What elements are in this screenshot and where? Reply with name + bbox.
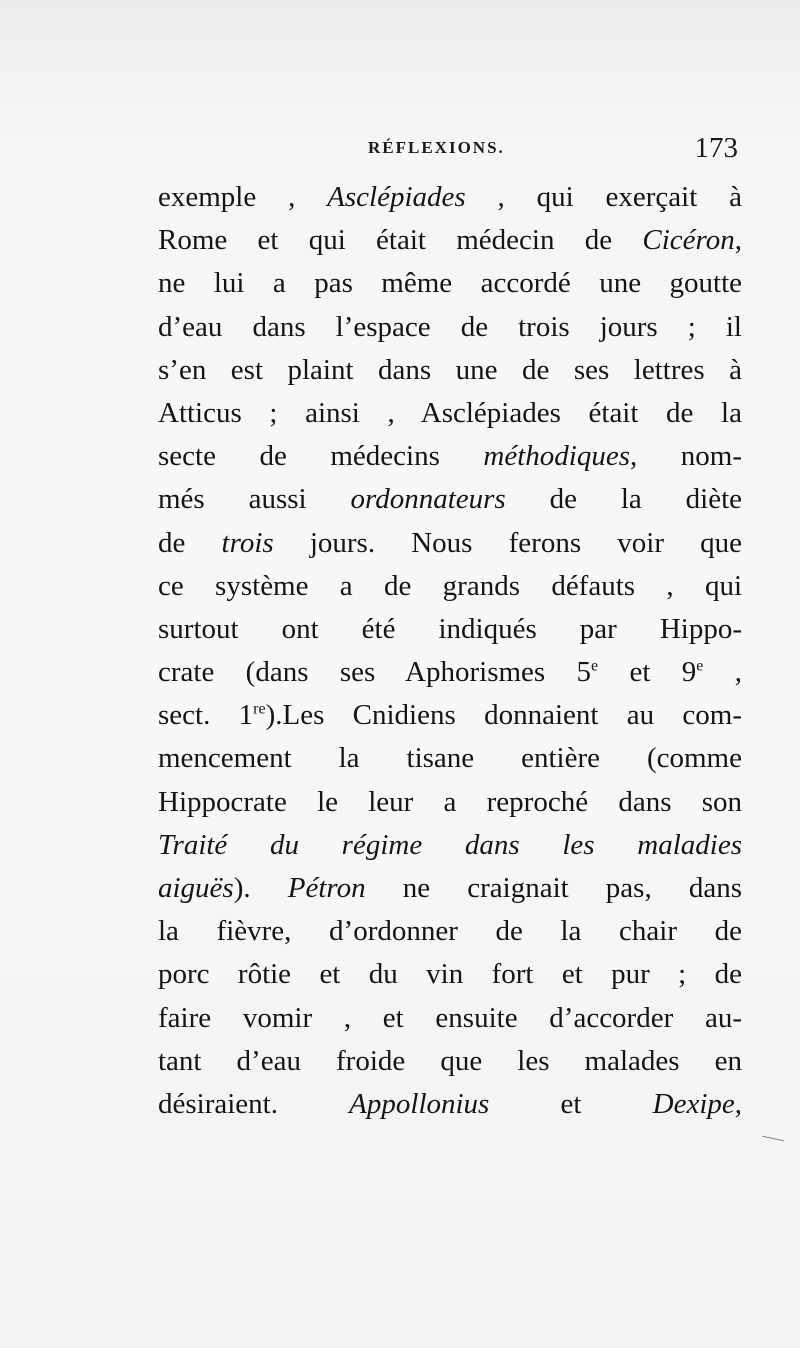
page-number: 173 <box>694 132 738 164</box>
margin-mark <box>762 1136 784 1142</box>
text-line: secte de médecins méthodiques, nom- <box>158 440 743 473</box>
text-line: ce système a de grands défauts , qui <box>158 569 742 602</box>
text-line: la fièvre, d’ordonner de la chair de <box>158 915 742 948</box>
text-line: Hippocrate le leur a reproché dans son <box>158 785 742 818</box>
text-line: désiraient. Appollonius et Dexipe, <box>158 1087 743 1120</box>
text-line: ne lui a pas même accordé une goutte <box>158 267 742 300</box>
text-line: crate (dans ses Aphorismes 5e et 9e , <box>158 656 743 689</box>
text-line: sect. 1re).Les Cnidiens donnaient au com- <box>158 699 742 732</box>
body-text <box>158 176 742 1126</box>
text-line: mencement la tisane entière (comme <box>158 742 742 775</box>
text-line: aiguës). Pétron ne craignait pas, dans <box>158 872 742 904</box>
text-line: Atticus ; ainsi , Asclépiades était de la <box>158 396 742 429</box>
text-line: surtout ont été indiqués par Hippo- <box>158 612 742 645</box>
running-head <box>158 132 742 172</box>
text-line: d’eau dans l’espace de trois jours ; il <box>158 310 742 343</box>
text-line: s’en est plaint dans une de ses lettres à <box>158 353 742 386</box>
running-title: RÉFLEXIONS. <box>368 138 505 157</box>
text-line: de trois jours. Nous ferons voir que <box>158 526 743 559</box>
text-line: Traité du régime dans les maladies <box>158 828 742 861</box>
text-line: faire vomir , et ensuite d’accorder au- <box>158 1001 742 1034</box>
text-line: més aussi ordonnateurs de la diète <box>158 483 743 516</box>
text-line: tant d’eau froide que les malades en <box>158 1044 742 1077</box>
text-line: porc rôtie et du vin fort et pur ; de <box>158 958 742 991</box>
text-line: exemple , Asclépiades , qui exerçait à <box>158 181 742 213</box>
text-line: Rome et qui était médecin de Cicéron, <box>158 224 743 257</box>
